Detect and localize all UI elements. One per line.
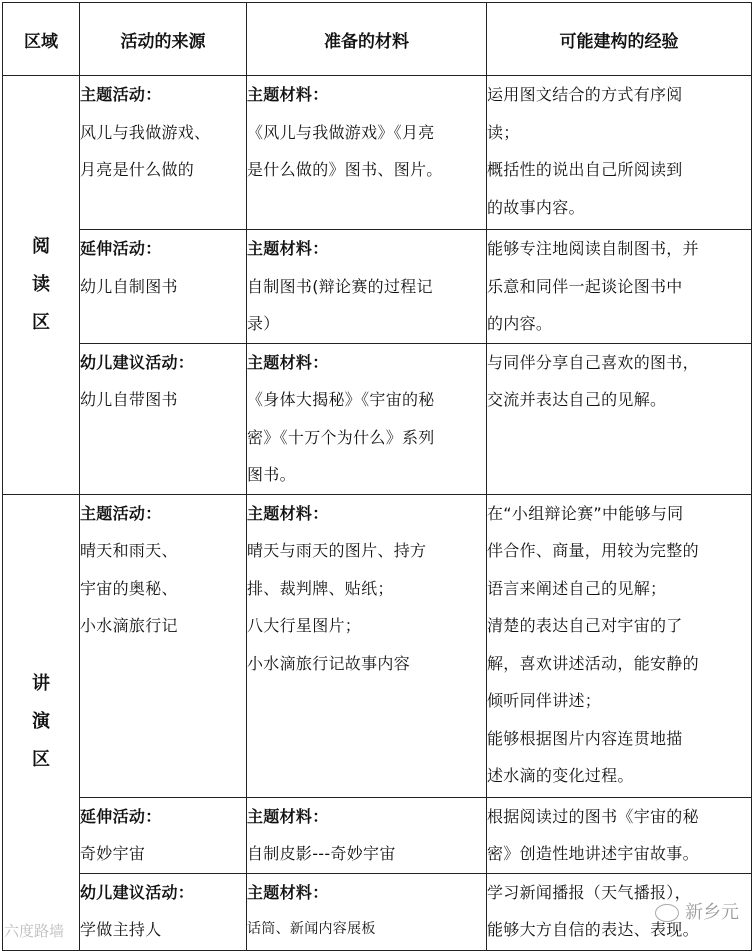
- material-line: 话筒、新闻内容展板: [247, 921, 376, 937]
- source-cell: [80, 230, 247, 344]
- source-line: 风儿与我做游戏、: [80, 122, 211, 142]
- source-line: 宇宙的奥秘、: [80, 578, 178, 598]
- source-label: 延伸活动：: [80, 806, 162, 826]
- experience-line: 能够根据图片内容连贯地描: [487, 728, 683, 748]
- experience-line: 运用图文结合的方式有序阅: [487, 85, 683, 104]
- source-cell: [80, 873, 247, 950]
- header-materials: 准备的材料: [247, 3, 487, 76]
- experience-line: 概括性的说出自己所阅读到: [487, 160, 683, 179]
- source-label: 幼儿建议活动：: [80, 882, 195, 902]
- zone-cell: [3, 494, 80, 950]
- material-line: 密》《十万个为什么》系列: [247, 427, 435, 447]
- material-line: 录）: [247, 314, 280, 333]
- experience-line: 能够专注地阅读自制图书，并: [487, 239, 699, 258]
- material-label: 主题材料：: [247, 882, 329, 902]
- experience-cell: [487, 76, 752, 230]
- experience-line: 乐意和同伴一起谈论图书中: [487, 276, 683, 296]
- zone-name-char: 阅: [32, 235, 50, 257]
- material-label: 主题材料：: [247, 85, 329, 104]
- experience-line: 的内容。: [487, 314, 553, 333]
- table-row: [3, 230, 752, 344]
- source-line: 小水滴旅行记: [80, 616, 178, 635]
- experience-line: 伴合作、商量，用较为完整的: [487, 541, 699, 560]
- material-line: 小水滴旅行记故事内容: [247, 653, 411, 673]
- watermark-right-text: 新乡元: [685, 902, 739, 923]
- material-line: 自制皮影---奇妙宇宙: [247, 844, 396, 863]
- source-label: 主题活动：: [80, 503, 162, 523]
- experience-line: 读；: [487, 122, 520, 142]
- header-row: [3, 3, 752, 76]
- experience-line: 语言来阐述自己的见解；: [487, 578, 667, 598]
- zone-cell: [3, 76, 80, 495]
- materials-cell: [247, 76, 487, 230]
- materials-cell: [247, 873, 487, 950]
- source-line: 学做主持人: [80, 920, 162, 939]
- watermark-right: [655, 898, 739, 924]
- table-row: [3, 797, 752, 873]
- source-cell: [80, 494, 247, 797]
- material-line: 排、裁判牌、贴纸；: [247, 578, 394, 598]
- material-line: 《风儿与我做游戏》《月亮: [247, 122, 435, 142]
- source-line: 奇妙宇宙: [80, 844, 146, 863]
- source-line: 月亮是什么做的: [80, 160, 195, 179]
- material-label: 主题材料：: [247, 352, 329, 372]
- source-label: 主题活动：: [80, 85, 162, 104]
- zone-name-char: 区: [32, 311, 50, 333]
- zone-name-char: 演: [32, 711, 50, 732]
- materials-cell: [247, 494, 487, 797]
- experience-line: 述水滴的变化过程。: [487, 766, 634, 785]
- experience-line: 密》创造性地讲述宇宙故事。: [487, 844, 699, 863]
- experience-line: 交流并表达自己的见解。: [487, 390, 667, 409]
- material-line: 八大行星图片；: [247, 616, 362, 635]
- experience-line: 与同伴分享自己喜欢的图书，: [487, 352, 699, 372]
- experience-line: 能够大方自信的表达、表现。: [487, 920, 699, 939]
- experience-cell: [487, 230, 752, 344]
- material-line: 《身体大揭秘》《宇宙的秘: [247, 390, 435, 409]
- header-experience: 可能建构的经验: [487, 3, 752, 76]
- table-row: [3, 494, 752, 797]
- source-cell: [80, 76, 247, 230]
- watermark-left: 六度路墙: [4, 922, 65, 940]
- experience-line: 倾听同伴讲述；: [487, 691, 602, 710]
- source-cell: [80, 797, 247, 873]
- source-label: 延伸活动：: [80, 239, 162, 258]
- material-line: 图书。: [247, 465, 296, 484]
- source-line: 幼儿自带图书: [80, 390, 178, 409]
- table-row: [3, 873, 752, 950]
- header-zone: 区域: [3, 3, 80, 76]
- zone-name-char: 区: [32, 749, 50, 770]
- material-line: 晴天与雨天的图片、持方: [247, 541, 427, 560]
- activity-table: [2, 2, 752, 951]
- experience-cell: [487, 797, 752, 873]
- zone-name-char: 讲: [32, 673, 50, 694]
- experience-line: 学习新闻播报（天气播报），: [487, 882, 691, 902]
- wechat-logo-icon: [655, 904, 679, 922]
- table-row: [3, 343, 752, 494]
- experience-cell: [487, 343, 752, 494]
- experience-line: 在“小组辩论赛”中能够与同: [487, 503, 684, 523]
- material-label: 主题材料：: [247, 239, 329, 258]
- material-line: 是什么做的》图书、图片。: [247, 160, 443, 179]
- materials-cell: [247, 797, 487, 873]
- table-row: [3, 76, 752, 230]
- experience-line: 根据阅读过的图书《宇宙的秘: [487, 806, 699, 826]
- material-label: 主题材料：: [247, 806, 329, 826]
- materials-cell: [247, 343, 487, 494]
- source-line: 晴天和雨天、: [80, 541, 178, 560]
- header-source: 活动的来源: [80, 3, 247, 76]
- material-line: 自制图书(辩论赛的过程记: [247, 276, 433, 296]
- source-label: 幼儿建议活动：: [80, 352, 195, 372]
- materials-cell: [247, 230, 487, 344]
- source-line: 幼儿自制图书: [80, 276, 178, 296]
- experience-line: 的故事内容。: [487, 197, 585, 217]
- material-label: 主题材料：: [247, 503, 329, 523]
- zone-name-char: 读: [32, 273, 50, 295]
- experience-line: 解，喜欢讲述活动，能安静的: [487, 653, 699, 673]
- experience-cell: [487, 494, 752, 797]
- source-cell: [80, 343, 247, 494]
- experience-line: 清楚的表达自己对宇宙的了: [487, 616, 683, 635]
